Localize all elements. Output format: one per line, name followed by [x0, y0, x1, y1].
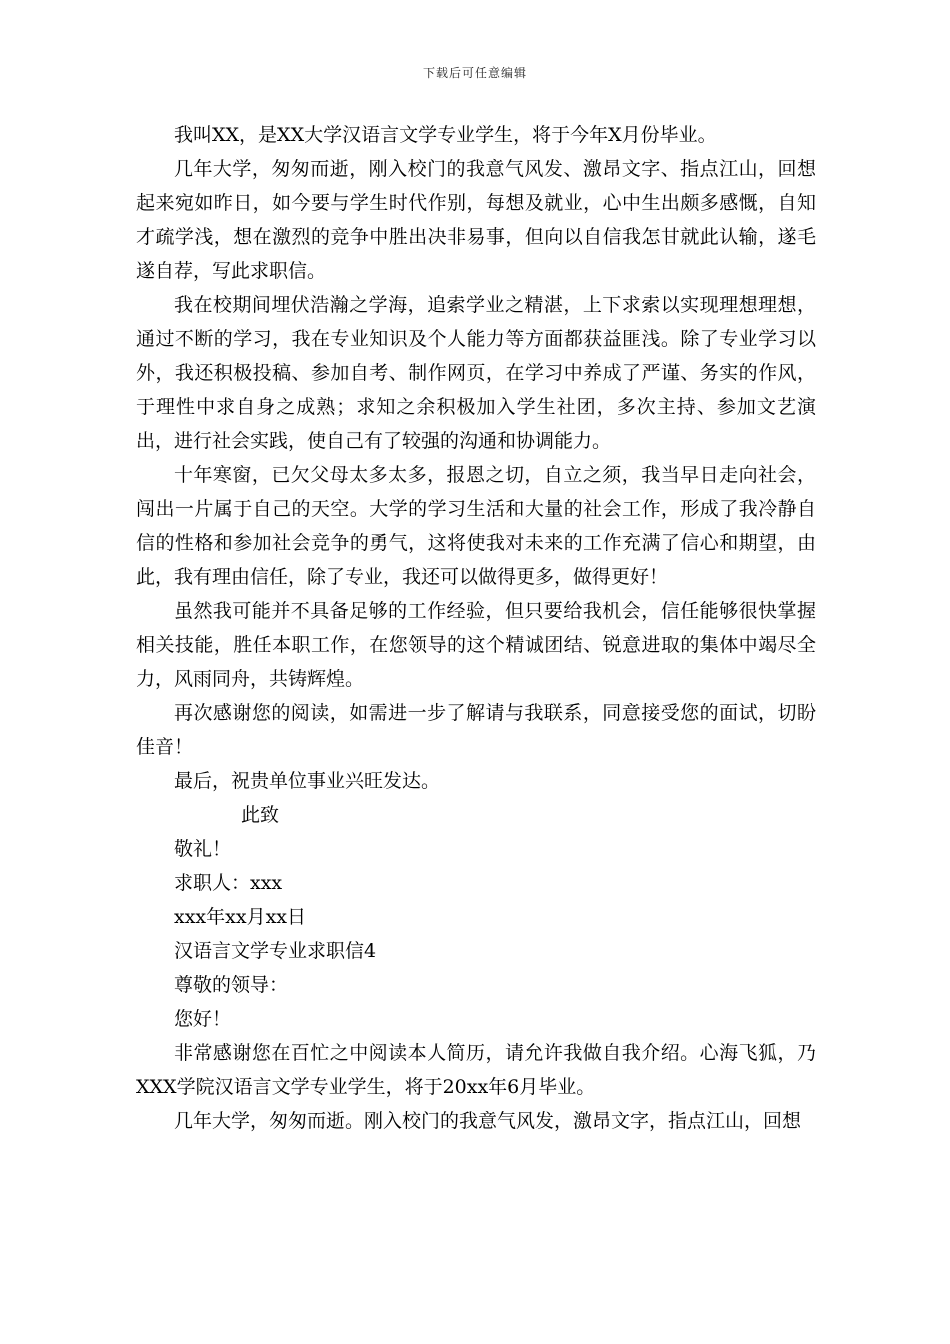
paragraph-experience: 虽然我可能并不具备足够的工作经验，但只要给我机会，信任能够很快掌握相关技能，胜任本职工作，在您领导的这个精诚团结、锐意进取的集体中竭尽全力，风雨同舟，共铸辉煌。 — [136, 600, 816, 690]
greeting: 您好！ — [174, 1008, 232, 1030]
paragraph-final-wish: 最后，祝贵单位事业兴旺发达。 — [174, 770, 441, 792]
section-title: 汉语言文学专业求职信4 — [174, 940, 377, 962]
paragraph-self-intro: 非常感谢您在百忙之中阅读本人简历，请允许我做自我介绍。心海飞狐，乃XXX学院汉语言文学专业学生，将于20xx年6月毕业。 — [136, 1042, 816, 1098]
paragraph-study: 我在校期间埋伏浩瀚之学海，追索学业之精湛，上下求索以实现理想理想，通过不断的学习，我在专业知识及个人能力等方面都获益匪浅。除了专业学习以外，我还积极投稿、参加自考、制作网页，在学习中养成了严谨、务实的作风，于理性中求自身之成熟；求知之余积极加入学生社团，多次主持、参加文艺演出，进行社会实践，使自己有了较强的沟通和协调能力。 — [136, 294, 816, 452]
salutation: 尊敬的领导： — [174, 974, 289, 996]
document-body — [136, 118, 816, 1138]
closing-cizhi: 此致 — [241, 804, 280, 826]
paragraph-university-years: 几年大学，匆匆而逝，刚入校门的我意气风发、激昂文字、指点江山，回想起来宛如昨日，如今要与学生时代作别，每想及就业，心中生出颇多感慨，自知才疏学浅，想在激烈的竞争中胜出决非易事，但向以自信我怎甘就此认输，遂毛遂自荐，写此求职信。 — [136, 158, 816, 282]
closing-jingli: 敬礼！ — [174, 838, 232, 860]
paragraph-university-years-2: 几年大学，匆匆而逝。刚入校门的我意气风发，激昂文字，指点江山，回想 — [174, 1110, 802, 1132]
applicant-name: 求职人：xxx — [174, 872, 283, 894]
paragraph-thanks: 再次感谢您的阅读，如需进一步了解请与我联系，同意接受您的面试，切盼佳音！ — [136, 702, 816, 758]
page-header-note: 下载后可任意编辑 — [422, 66, 527, 80]
paragraph-intro: 我叫XX，是XX大学汉语言文学专业学生，将于今年X月份毕业。 — [174, 124, 717, 146]
paragraph-ten-years: 十年寒窗，已欠父母太多太多，报恩之切，自立之须，我当早日走向社会，闯出一片属于自己的天空。大学的学习生活和大量的社会工作，形成了我冷静自信的性格和参加社会竞争的勇气，这将使我对未来的工作充满了信心和期望，由此，我有理由信任，除了专业，我还可以做得更多，做得更好！ — [136, 464, 816, 588]
letter-date: xxx年xx月xx日 — [174, 906, 307, 928]
